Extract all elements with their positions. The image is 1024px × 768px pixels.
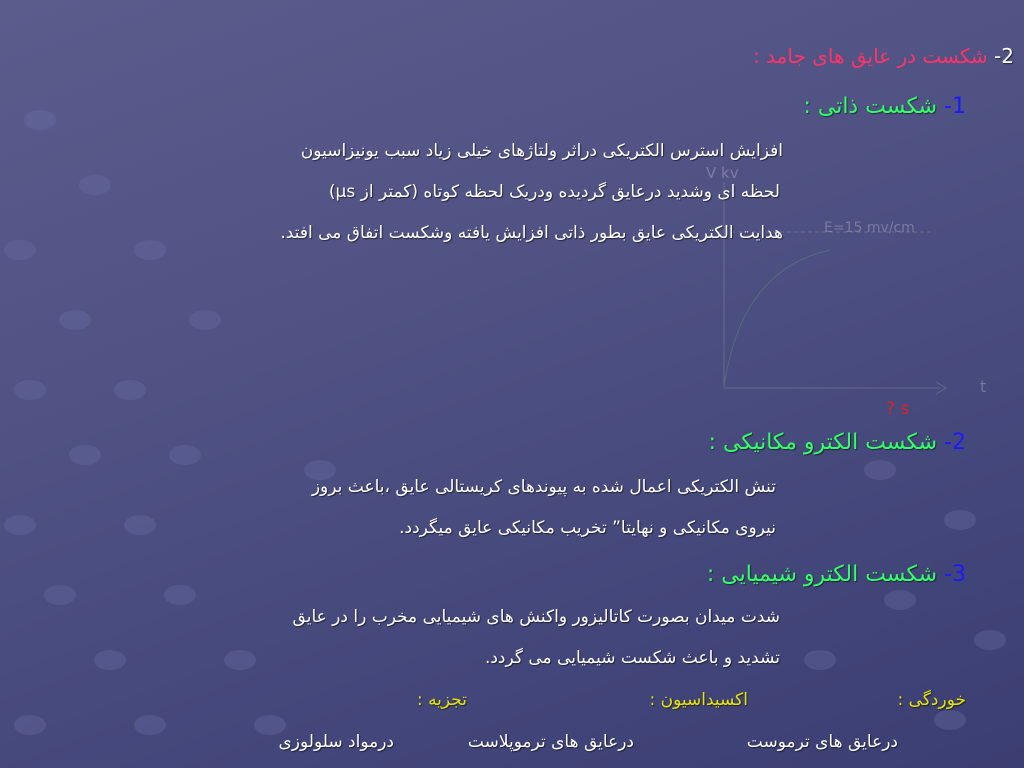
graph-y-label: V kv (706, 164, 739, 182)
section-heading (753, 44, 1014, 68)
heading-intrinsic-number: 1- (944, 94, 966, 119)
section-number: 2- (994, 44, 1014, 68)
heading-electromechanical-number: 2- (944, 430, 966, 455)
heading-intrinsic (803, 94, 966, 119)
type-label-corrosion: خوردگی : (897, 690, 966, 710)
electromechanical-line-2: نیروی مکانیکی و نهایتا” تخریب مکانیکی عایق میگردد. (399, 518, 776, 538)
heading-electromechanical-title: شکست الکترو مکانیکی : (708, 430, 938, 455)
graph-time-label: ? s (886, 399, 910, 419)
intrinsic-line-1: افزایش استرس الکتریکی دراثر ولتاژهای خیلی زیاد سبب یونیزاسیون (300, 141, 783, 161)
type-label-oxidation: اکسیداسیون : (649, 690, 748, 710)
graph-curve (724, 250, 830, 388)
heading-intrinsic-title: شکست ذاتی : (803, 94, 938, 119)
heading-electrochemical (707, 562, 966, 587)
section-title: شکست در عایق های جامد : (753, 44, 988, 68)
electrochemical-line-2: تشدید و باعث شکست شیمیایی می گردد. (484, 648, 780, 668)
material-thermoplast: درعایق های ترموپلاست (467, 732, 634, 752)
material-cellulose: درمواد سلولوزی (278, 732, 394, 752)
heading-electrochemical-number: 3- (944, 562, 966, 587)
heading-electromechanical (709, 430, 966, 455)
intrinsic-line-3: هدایت الکتریکی عایق بطور ذاتی افزایش یافته وشکست اتفاق می افتد. (280, 223, 783, 243)
heading-electrochemical-title: شکست الکترو شیمیایی : (706, 562, 938, 587)
material-thermoset: درعایق های ترموست (746, 732, 898, 752)
type-label-decomposition: تجزیه : (416, 690, 467, 710)
intrinsic-line-2: لحظه ای وشدید درعایق گردیده ودریک لحظه کوتاه (کمتر از μs) (328, 182, 780, 202)
graph-x-label: t (980, 377, 987, 396)
electromechanical-line-1: تنش الکتریکی اعمال شده به پیوندهای کریستالی عایق ،باعث بروز (311, 477, 776, 497)
graph-field-label: E=15 mv/cm (824, 220, 915, 236)
electrochemical-line-1: شدت میدان بصورت کاتالیزور واکنش های شیمیایی مخرب را در عایق (292, 607, 780, 627)
breakdown-graph (700, 160, 1000, 420)
